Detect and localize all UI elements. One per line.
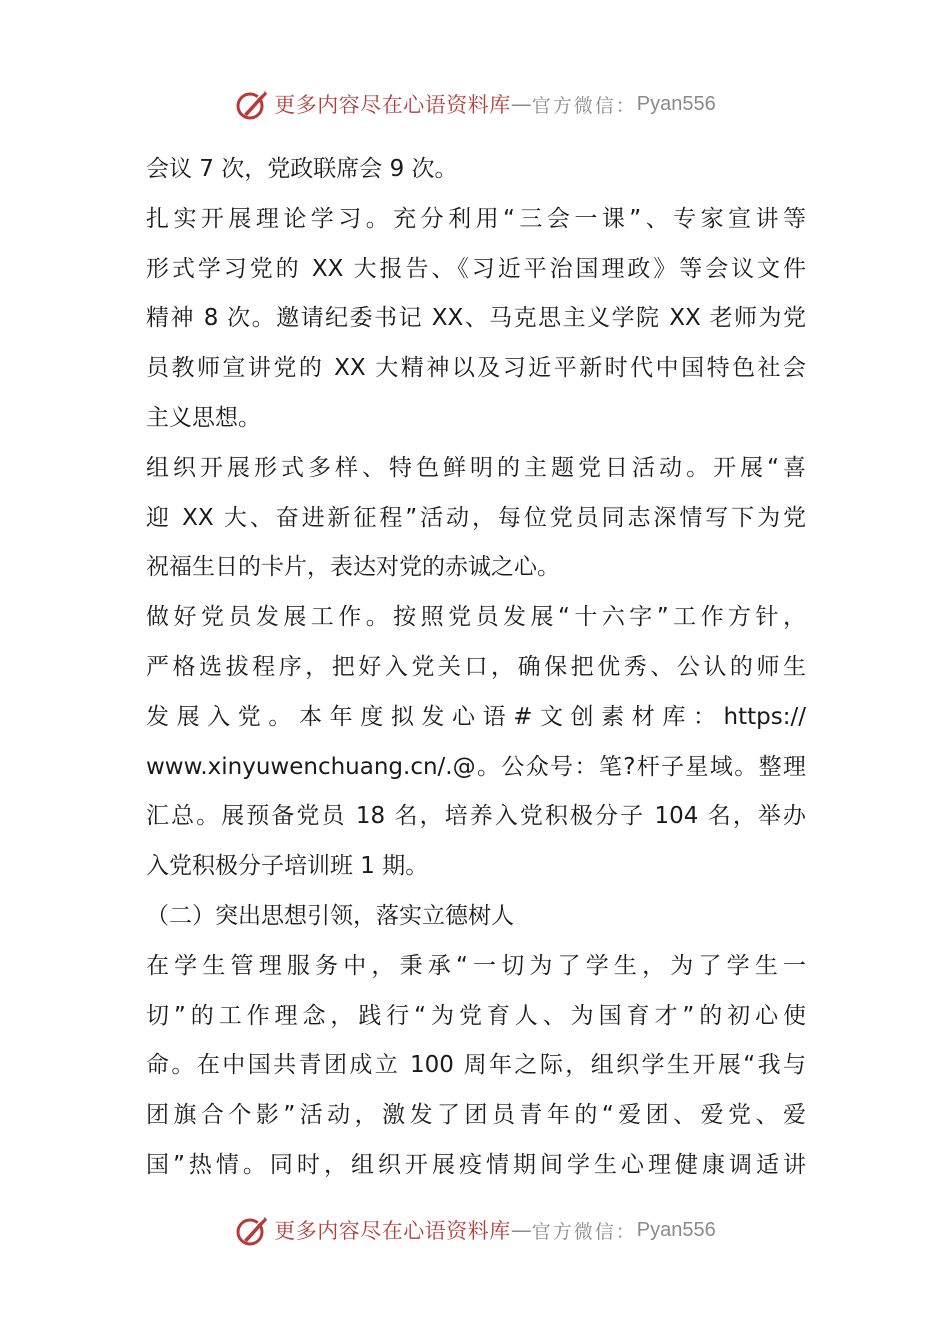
text-line: 做好党员发展工作。按照党员发展“十六字”工作方针，	[146, 604, 806, 631]
watermark-banner-bottom	[0, 1210, 950, 1250]
banner-separator: —	[510, 1218, 532, 1242]
banner-wechat-label: 官方微信：	[531, 1220, 637, 1243]
text-line: www.xinyuwenchuang.cn/.@。公众号：笔?杆子星域。整理	[146, 753, 806, 780]
text-line: 在学生管理服务中，秉承“一切为了学生，为了学生一	[146, 952, 806, 979]
text-line: 主义思想。	[146, 404, 261, 431]
text-line: 精神 8 次。邀请纪委书记 XX、马克思主义学院 XX 老师为党	[146, 305, 806, 332]
text-line: 命。在中国共青团成立 100 周年之际，组织学生开展“我与	[146, 1052, 806, 1079]
text-line: 严格选拔程序，把好入党关口，确保把优秀、公认的师生	[146, 653, 806, 680]
text-line: 团旗合个影”活动，激发了团员青年的“爱团、爱党、爱	[146, 1102, 806, 1129]
banner-slogan: 更多内容尽在心语资料库	[274, 1219, 511, 1243]
text-line: 发 展 入 党 。 本 年 度 拟 发 心 语 # 文 创 素 材 库 ： https://	[146, 703, 806, 730]
banner-wechat-label: 官方微信：	[531, 94, 637, 117]
text-line: 组织开展形式多样、特色鲜明的主题党日活动。开展“喜	[146, 454, 806, 481]
banner-wechat-id: Pyan556	[636, 92, 716, 115]
text-line: 汇总。展预备党员 18 名，培养入党积极分子 104 名，举办	[146, 803, 806, 830]
text-line: 入党积极分子培训班 1 期。	[146, 853, 429, 880]
text-line: 形式学习党的 XX 大报告、《习近平治国理政》等会议文件	[146, 255, 806, 282]
text-line: 国”热情。同时，组织开展疫情期间学生心理健康调适讲	[146, 1151, 806, 1178]
text-line: 祝福生日的卡片，表达对党的赤诚之心。	[146, 554, 560, 581]
text-line: 扎实开展理论学习。充分利用“三会一课”、专家宣讲等	[146, 205, 806, 232]
quill-pen-logo-icon	[234, 1212, 270, 1248]
document-body	[146, 145, 806, 1191]
text-line: 切”的工作理念，践行“为党育人、为国育才”的初心使	[146, 1002, 806, 1029]
quill-pen-logo-icon	[234, 86, 270, 122]
banner-wechat-id: Pyan556	[636, 1218, 716, 1241]
text-line: 迎 XX 大、奋进新征程”活动，每位党员同志深情写下为党	[146, 504, 806, 531]
banner-separator: —	[510, 92, 532, 116]
text-line: 会议 7 次，党政联席会 9 次。	[146, 156, 458, 182]
text-line: （二）突出思想引领，落实立德树人	[146, 902, 514, 929]
text-line: 员教师宣讲党的 XX 大精神以及习近平新时代中国特色社会	[146, 355, 806, 382]
watermark-banner-top	[0, 84, 950, 124]
banner-slogan: 更多内容尽在心语资料库	[274, 93, 511, 117]
